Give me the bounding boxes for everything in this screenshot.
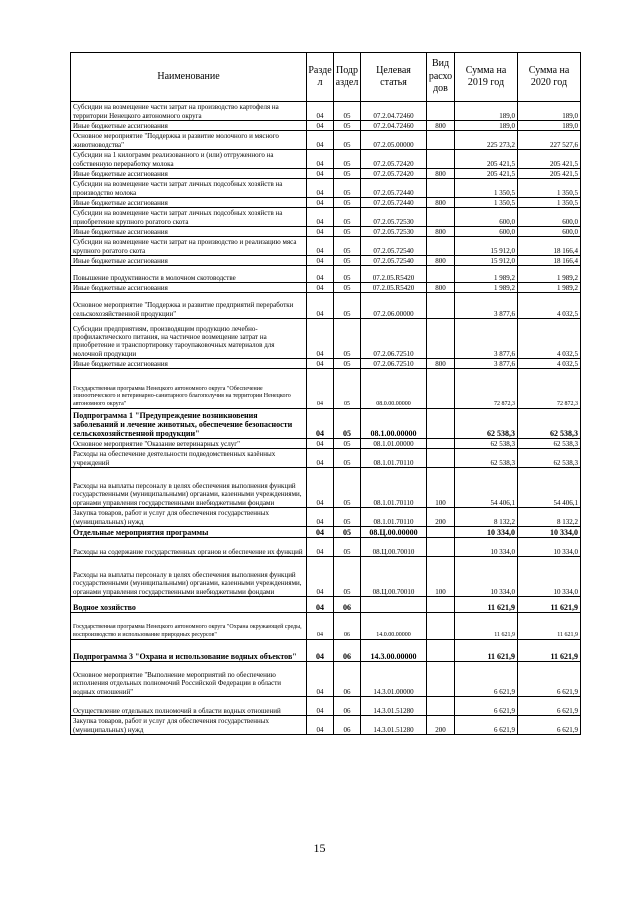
cell-expense-type (427, 697, 455, 716)
header-section: Разде л (307, 53, 334, 102)
cell-subsection: 05 (334, 319, 361, 359)
cell-section: 04 (307, 169, 334, 179)
cell-expense-type: 800 (427, 227, 455, 237)
cell-sum-2019: 1 989,2 (455, 266, 518, 283)
cell-sum-2020: 1 350,5 (518, 179, 581, 198)
cell-sum-2019: 11 621,9 (455, 597, 518, 613)
cell-name: Субсидии на возмещение части затрат на производство картофеля на территории Ненецкого автономного округа (71, 102, 307, 121)
cell-sum-2019: 10 334,0 (455, 527, 518, 538)
cell-section: 04 (307, 359, 334, 369)
table-row (71, 359, 581, 369)
cell-expense-type: 800 (427, 283, 455, 293)
cell-sum-2019: 205 421,5 (455, 150, 518, 169)
table-row (71, 697, 581, 716)
cell-sum-2019: 10 334,0 (455, 557, 518, 597)
cell-sum-2020: 72 872,3 (518, 369, 581, 409)
cell-sum-2020: 8 132,2 (518, 508, 581, 527)
cell-subsection: 06 (334, 662, 361, 697)
cell-subsection: 05 (334, 439, 361, 449)
page-number: 15 (313, 841, 326, 855)
cell-subsection: 05 (334, 468, 361, 508)
cell-target-article: 14.3.00.00000 (361, 640, 427, 662)
cell-sum-2019: 62 538,3 (455, 439, 518, 449)
cell-subsection: 05 (334, 227, 361, 237)
cell-expense-type (427, 409, 455, 439)
cell-target-article: 07.2.05.72530 (361, 208, 427, 227)
cell-name: Осуществление отдельных полномочий в области водных отношений (71, 697, 307, 716)
cell-section: 04 (307, 208, 334, 227)
cell-sum-2019: 1 350,5 (455, 198, 518, 208)
cell-target-article: 07.2.05.00000 (361, 131, 427, 150)
header-target-article: Целевая статья (361, 53, 427, 102)
cell-target-article: 08.1.01.00000 (361, 439, 427, 449)
cell-expense-type: 200 (427, 716, 455, 735)
cell-sum-2020: 600,0 (518, 227, 581, 237)
table-row (71, 319, 581, 359)
cell-subsection: 05 (334, 198, 361, 208)
cell-sum-2019: 15 912,0 (455, 237, 518, 256)
cell-sum-2020: 62 538,3 (518, 449, 581, 468)
cell-expense-type (427, 640, 455, 662)
cell-section: 04 (307, 150, 334, 169)
cell-subsection: 05 (334, 169, 361, 179)
cell-expense-type (427, 662, 455, 697)
cell-expense-type (427, 597, 455, 613)
table-row (71, 208, 581, 227)
cell-sum-2019: 15 912,0 (455, 256, 518, 266)
cell-sum-2019: 6 621,9 (455, 662, 518, 697)
table-header-row (71, 53, 581, 102)
cell-target-article: 07.2.05.72440 (361, 198, 427, 208)
table-row (71, 640, 581, 662)
cell-section: 04 (307, 198, 334, 208)
cell-section: 04 (307, 449, 334, 468)
cell-sum-2019: 205 421,5 (455, 169, 518, 179)
cell-name: Субсидии предприятиям, производящим продукцию лечебно-профилактического питания, на частичное возмещение затрат на приобретение и транспортировку тароупаковочных материалов для молочной продукции (71, 319, 307, 359)
cell-sum-2020: 600,0 (518, 208, 581, 227)
cell-section: 04 (307, 266, 334, 283)
table-row (71, 369, 581, 409)
cell-sum-2019: 62 538,3 (455, 409, 518, 439)
cell-expense-type: 800 (427, 198, 455, 208)
cell-target-article: 07.2.04.72460 (361, 121, 427, 131)
cell-sum-2020: 205 421,5 (518, 169, 581, 179)
cell-name: Основное мероприятие "Выполнение мероприятий по обеспечению исполнения отдельных полномочий Российской Федерации в области водных отношений" (71, 662, 307, 697)
cell-target-article: 08.1.01.70110 (361, 508, 427, 527)
cell-name: Субсидии на 1 килограмм реализованного и (или) отгруженного на собственную переработку молока (71, 150, 307, 169)
cell-section: 04 (307, 508, 334, 527)
cell-target-article: 07.2.06.00000 (361, 293, 427, 319)
cell-sum-2019: 1 989,2 (455, 283, 518, 293)
cell-name: Государственная программа Ненецкого автономного округа "Обеспечение эпизоотического и ветеринарно-санитарного благополучия на территории Ненецкого автономного округа" (71, 369, 307, 409)
cell-expense-type (427, 319, 455, 359)
cell-target-article: 07.2.05.72420 (361, 169, 427, 179)
cell-sum-2020: 1 350,5 (518, 198, 581, 208)
cell-sum-2020: 1 989,2 (518, 266, 581, 283)
cell-section: 04 (307, 102, 334, 121)
cell-subsection: 05 (334, 557, 361, 597)
cell-target-article: 14.3.01.51280 (361, 697, 427, 716)
cell-target-article: 08.Ц.00.70010 (361, 557, 427, 597)
cell-subsection: 05 (334, 409, 361, 439)
table-row (71, 538, 581, 557)
cell-target-article: 07.2.05.R5420 (361, 266, 427, 283)
cell-sum-2020: 62 538,3 (518, 439, 581, 449)
cell-name: Иные бюджетные ассигнования (71, 121, 307, 131)
cell-sum-2020: 18 166,4 (518, 256, 581, 266)
cell-expense-type (427, 527, 455, 538)
cell-target-article: 07.2.05.72530 (361, 227, 427, 237)
table-row (71, 283, 581, 293)
cell-section: 04 (307, 468, 334, 508)
cell-expense-type (427, 179, 455, 198)
cell-target-article: 14.3.01.51280 (361, 716, 427, 735)
cell-expense-type (427, 613, 455, 640)
cell-expense-type (427, 208, 455, 227)
cell-section: 04 (307, 369, 334, 409)
cell-expense-type (427, 449, 455, 468)
cell-name: Иные бюджетные ассигнования (71, 198, 307, 208)
cell-sum-2019: 62 538,3 (455, 449, 518, 468)
cell-sum-2020: 11 621,9 (518, 597, 581, 613)
cell-sum-2020: 6 621,9 (518, 716, 581, 735)
cell-subsection: 06 (334, 597, 361, 613)
table-row (71, 293, 581, 319)
table-row (71, 131, 581, 150)
cell-section: 04 (307, 256, 334, 266)
cell-subsection: 05 (334, 293, 361, 319)
cell-name: Иные бюджетные ассигнования (71, 256, 307, 266)
cell-target-article: 14.3.01.00000 (361, 662, 427, 697)
cell-section: 04 (307, 319, 334, 359)
cell-expense-type (427, 237, 455, 256)
cell-target-article (361, 597, 427, 613)
cell-sum-2019: 3 877,6 (455, 359, 518, 369)
header-expense-type: Вид расхо дов (427, 53, 455, 102)
cell-subsection: 05 (334, 131, 361, 150)
cell-target-article: 07.2.05.72440 (361, 179, 427, 198)
cell-subsection: 05 (334, 237, 361, 256)
cell-sum-2020: 11 621,9 (518, 613, 581, 640)
cell-sum-2020: 189,0 (518, 102, 581, 121)
table-row (71, 409, 581, 439)
cell-subsection: 05 (334, 359, 361, 369)
cell-sum-2019: 600,0 (455, 227, 518, 237)
cell-sum-2019: 600,0 (455, 208, 518, 227)
cell-expense-type (427, 102, 455, 121)
cell-subsection: 05 (334, 369, 361, 409)
cell-name: Субсидии на возмещение части затрат личных подсобных хозяйств на приобретение крупного рогатого скота (71, 208, 307, 227)
cell-name: Иные бюджетные ассигнования (71, 283, 307, 293)
table-row (71, 266, 581, 283)
cell-sum-2019: 225 273,2 (455, 131, 518, 150)
cell-sum-2020: 4 032,5 (518, 319, 581, 359)
cell-target-article: 07.2.05.72540 (361, 237, 427, 256)
cell-name: Отдельные мероприятия программы (71, 527, 307, 538)
cell-name: Основное мероприятие "Поддержка и развитие предприятий переработки сельскохозяйственной продукции" (71, 293, 307, 319)
table-row (71, 121, 581, 131)
cell-name: Иные бюджетные ассигнования (71, 227, 307, 237)
cell-sum-2019: 3 877,6 (455, 319, 518, 359)
cell-name: Подпрограмма 1 "Предупреждение возникновения заболеваний и лечение животных, обеспечение безопасности сельскохозяйственной продукции" (71, 409, 307, 439)
cell-target-article: 08.1.01.70110 (361, 449, 427, 468)
cell-sum-2019: 11 621,9 (455, 613, 518, 640)
cell-subsection: 06 (334, 697, 361, 716)
table-row (71, 662, 581, 697)
cell-section: 04 (307, 409, 334, 439)
cell-target-article: 07.2.05.R5420 (361, 283, 427, 293)
table-row (71, 613, 581, 640)
cell-subsection: 05 (334, 266, 361, 283)
cell-subsection: 06 (334, 613, 361, 640)
cell-name: Основное мероприятие "Оказание ветеринарных услуг" (71, 439, 307, 449)
cell-subsection: 05 (334, 102, 361, 121)
cell-name: Иные бюджетные ассигнования (71, 169, 307, 179)
header-subsection: Подр аздел (334, 53, 361, 102)
cell-expense-type: 800 (427, 359, 455, 369)
cell-target-article: 07.2.06.72510 (361, 319, 427, 359)
cell-expense-type (427, 369, 455, 409)
table-row (71, 169, 581, 179)
cell-name: Основное мероприятие "Поддержка и развитие молочного и мясного животноводства" (71, 131, 307, 150)
cell-section: 04 (307, 597, 334, 613)
cell-section: 04 (307, 439, 334, 449)
cell-section: 04 (307, 640, 334, 662)
cell-sum-2019: 189,0 (455, 102, 518, 121)
cell-section: 04 (307, 557, 334, 597)
cell-name: Подпрограмма 3 "Охрана и использование водных объектов" (71, 640, 307, 662)
cell-target-article: 08.Ц.00.70010 (361, 538, 427, 557)
cell-sum-2020: 10 334,0 (518, 527, 581, 538)
cell-subsection: 06 (334, 716, 361, 735)
cell-sum-2019: 54 406,1 (455, 468, 518, 508)
cell-sum-2020: 4 032,5 (518, 293, 581, 319)
cell-expense-type (427, 131, 455, 150)
cell-section: 04 (307, 227, 334, 237)
cell-section: 04 (307, 613, 334, 640)
cell-name: Расходы на содержание государственных органов и обеспечение их функций (71, 538, 307, 557)
cell-name: Закупка товаров, работ и услуг для обеспечения государственных (муниципальных) нужд (71, 716, 307, 735)
table-row (71, 439, 581, 449)
table-row (71, 150, 581, 169)
cell-sum-2020: 11 621,9 (518, 640, 581, 662)
cell-expense-type (427, 150, 455, 169)
cell-expense-type (427, 439, 455, 449)
cell-expense-type (427, 266, 455, 283)
table-row (71, 597, 581, 613)
cell-sum-2019: 10 334,0 (455, 538, 518, 557)
cell-subsection: 05 (334, 179, 361, 198)
cell-target-article: 08.1.01.70110 (361, 468, 427, 508)
table-row (71, 102, 581, 121)
cell-sum-2020: 6 621,9 (518, 662, 581, 697)
cell-section: 04 (307, 527, 334, 538)
header-sum-2020: Сумма на 2020 год (518, 53, 581, 102)
header-sum-2019: Сумма на 2019 год (455, 53, 518, 102)
cell-sum-2019: 3 877,6 (455, 293, 518, 319)
cell-sum-2020: 62 538,3 (518, 409, 581, 439)
table-row (71, 468, 581, 508)
header-name: Наименование (71, 53, 307, 102)
cell-sum-2020: 18 166,4 (518, 237, 581, 256)
cell-sum-2019: 1 350,5 (455, 179, 518, 198)
cell-target-article: 07.2.04.72460 (361, 102, 427, 121)
cell-name: Государственная программа Ненецкого автономного округа "Охрана окружающей среды, воспроизводство и использование природных ресурсов" (71, 613, 307, 640)
cell-section: 04 (307, 121, 334, 131)
cell-expense-type (427, 293, 455, 319)
cell-subsection: 05 (334, 538, 361, 557)
table-row (71, 227, 581, 237)
cell-expense-type: 800 (427, 121, 455, 131)
cell-sum-2020: 6 621,9 (518, 697, 581, 716)
cell-section: 04 (307, 716, 334, 735)
cell-name: Повышение продуктивности в молочном скотоводстве (71, 266, 307, 283)
cell-subsection: 05 (334, 449, 361, 468)
cell-subsection: 05 (334, 150, 361, 169)
cell-sum-2020: 10 334,0 (518, 538, 581, 557)
cell-subsection: 05 (334, 283, 361, 293)
cell-target-article: 14.0.00.00000 (361, 613, 427, 640)
cell-section: 04 (307, 538, 334, 557)
cell-sum-2020: 1 989,2 (518, 283, 581, 293)
cell-sum-2020: 10 334,0 (518, 557, 581, 597)
cell-section: 04 (307, 283, 334, 293)
cell-sum-2019: 72 872,3 (455, 369, 518, 409)
cell-name: Водное хозяйство (71, 597, 307, 613)
table-row (71, 449, 581, 468)
budget-table-sheet (70, 52, 580, 735)
table-row (71, 198, 581, 208)
cell-target-article: 08.Ц.00.00000 (361, 527, 427, 538)
cell-sum-2020: 227 527,6 (518, 131, 581, 150)
cell-subsection: 05 (334, 121, 361, 131)
cell-subsection: 05 (334, 527, 361, 538)
cell-sum-2019: 6 621,9 (455, 697, 518, 716)
table-row (71, 237, 581, 256)
cell-expense-type: 100 (427, 468, 455, 508)
cell-section: 04 (307, 131, 334, 150)
cell-name: Закупка товаров, работ и услуг для обеспечения государственных (муниципальных) нужд (71, 508, 307, 527)
cell-expense-type: 800 (427, 169, 455, 179)
cell-target-article: 07.2.05.72420 (361, 150, 427, 169)
cell-sum-2019: 8 132,2 (455, 508, 518, 527)
cell-sum-2020: 189,0 (518, 121, 581, 131)
cell-expense-type: 200 (427, 508, 455, 527)
cell-sum-2019: 11 621,9 (455, 640, 518, 662)
cell-sum-2020: 4 032,5 (518, 359, 581, 369)
cell-name: Иные бюджетные ассигнования (71, 359, 307, 369)
cell-expense-type: 800 (427, 256, 455, 266)
table-row (71, 256, 581, 266)
cell-name: Расходы на обеспечение деятельности подведомственных казённых учреждений (71, 449, 307, 468)
table-row (71, 557, 581, 597)
cell-subsection: 05 (334, 508, 361, 527)
cell-subsection: 05 (334, 208, 361, 227)
table-row (71, 508, 581, 527)
cell-name: Расходы на выплаты персоналу в целях обеспечения выполнения функций государственными (муниципальными) органами, казенными учреждениями, органами управления государственными внебюджетными фондами (71, 468, 307, 508)
table-body (71, 102, 581, 735)
cell-expense-type: 100 (427, 557, 455, 597)
cell-section: 04 (307, 293, 334, 319)
cell-section: 04 (307, 179, 334, 198)
cell-name: Расходы на выплаты персоналу в целях обеспечения выполнения функций государственными (муниципальными) органами, казенными учреждениями, органами управления государственными внебюджетными фондами (71, 557, 307, 597)
cell-section: 04 (307, 697, 334, 716)
cell-sum-2019: 189,0 (455, 121, 518, 131)
cell-subsection: 05 (334, 256, 361, 266)
cell-target-article: 08.0.00.00000 (361, 369, 427, 409)
budget-table (70, 52, 581, 735)
cell-section: 04 (307, 237, 334, 256)
cell-subsection: 06 (334, 640, 361, 662)
cell-target-article: 07.2.05.72540 (361, 256, 427, 266)
cell-sum-2020: 54 406,1 (518, 468, 581, 508)
cell-name: Субсидии на возмещение части затрат на производство и реализацию мяса крупного рогатого скота (71, 237, 307, 256)
table-row (71, 179, 581, 198)
table-row (71, 716, 581, 735)
cell-sum-2020: 205 421,5 (518, 150, 581, 169)
cell-sum-2019: 6 621,9 (455, 716, 518, 735)
cell-target-article: 07.2.06.72510 (361, 359, 427, 369)
cell-expense-type (427, 538, 455, 557)
cell-target-article: 08.1.00.00000 (361, 409, 427, 439)
cell-section: 04 (307, 662, 334, 697)
table-row (71, 527, 581, 538)
cell-name: Субсидии на возмещение части затрат личных подсобных хозяйств на производство молока (71, 179, 307, 198)
